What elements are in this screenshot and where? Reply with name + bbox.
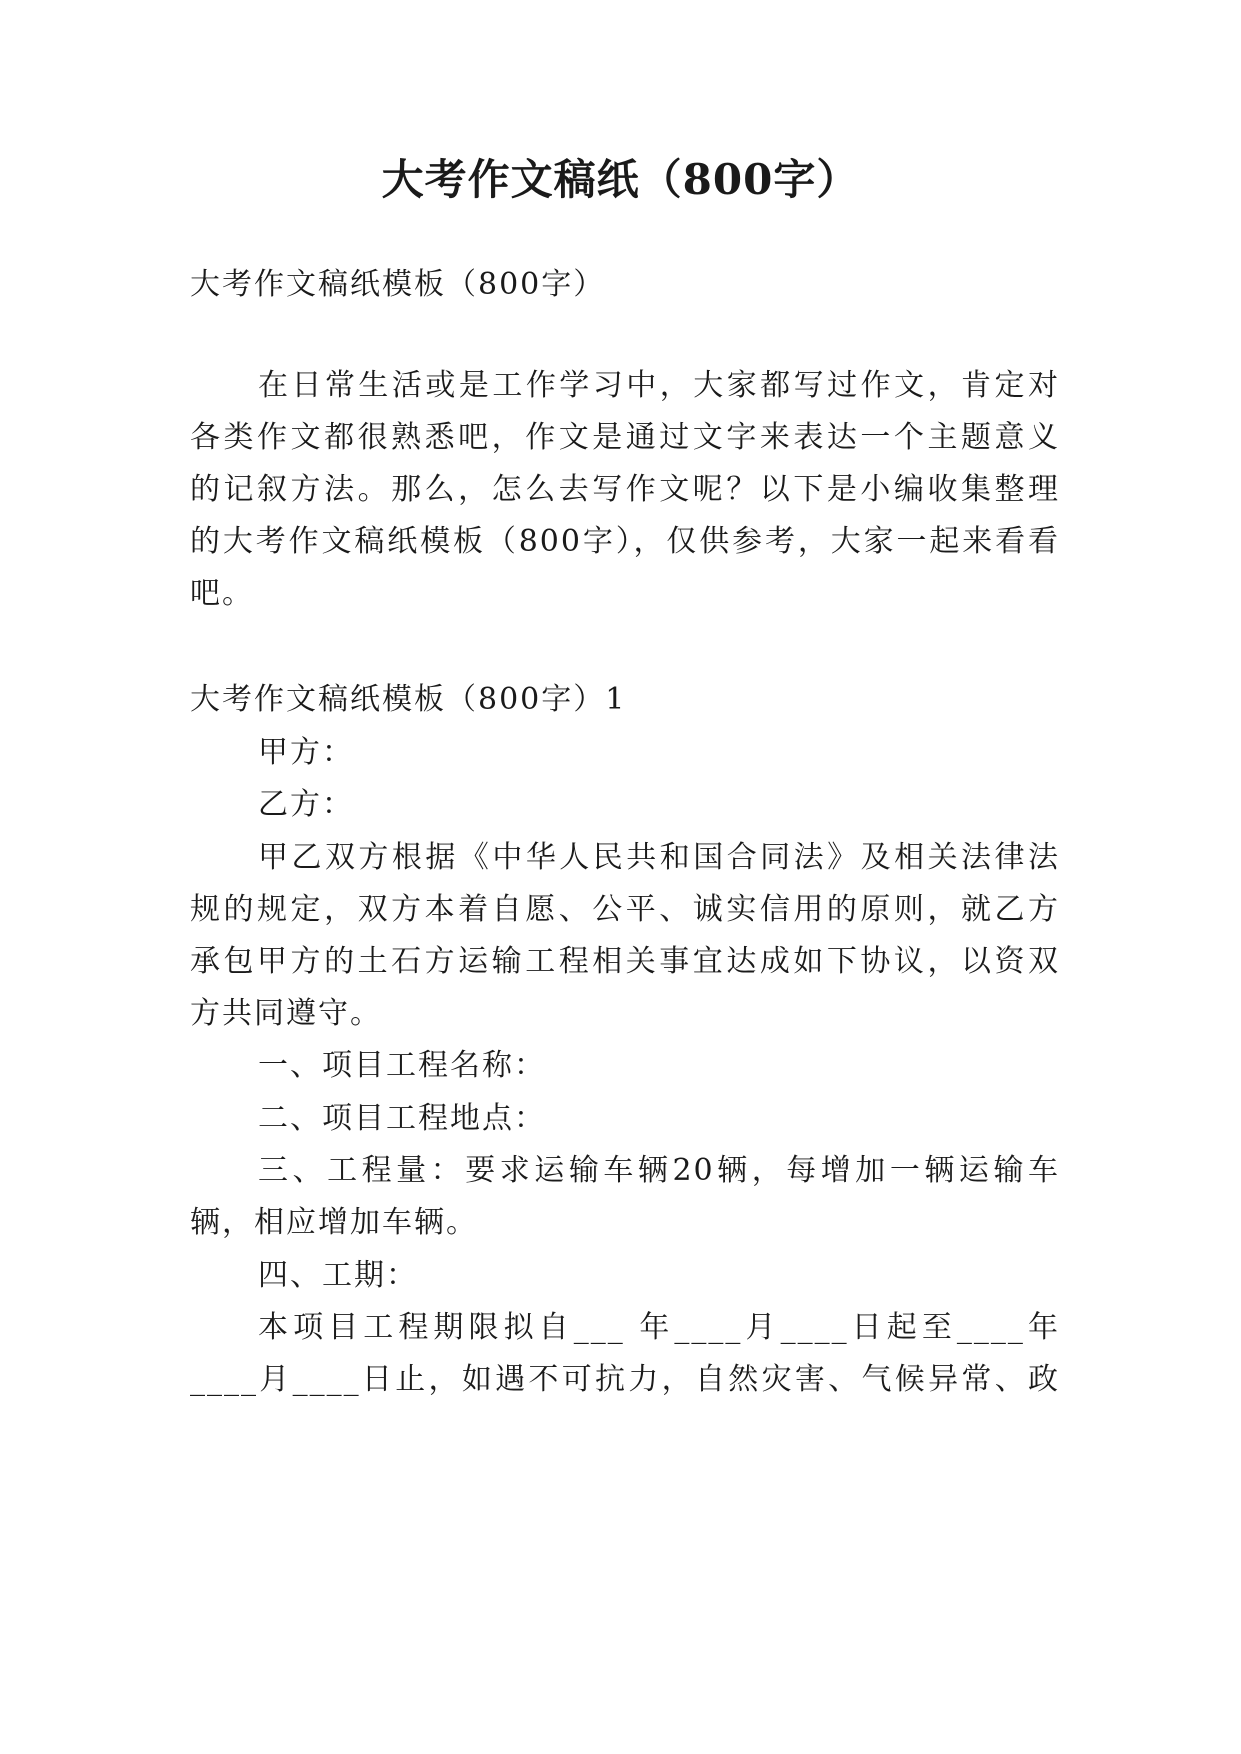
clause-project-name: 一、项目工程名称： (258, 1048, 546, 1083)
contract-line: 方共同遵守。 (190, 996, 382, 1031)
clause-quantity: 三、工程量：要求运输车辆20辆，每增加一辆运输车 (258, 1153, 1060, 1188)
paragraph-line: 吧。 (190, 576, 254, 611)
party-b-label: 乙方： (258, 787, 354, 822)
contract-line: 规的规定，双方本着自愿、公平、诚实信用的原则，就乙方 (190, 892, 1060, 927)
document-title: 大考作文稿纸（800字） (381, 155, 860, 204)
contract-line: 甲乙双方根据《中华人民共和国合同法》及相关法律法 (258, 840, 1060, 875)
party-a-label: 甲方： (258, 735, 354, 770)
paragraph-line: 在日常生活或是工作学习中，大家都写过作文，肯定对 (258, 368, 1060, 403)
paragraph-line: 的大考作文稿纸模板（800字），仅供参考，大家一起来看看 (190, 524, 1060, 559)
duration-line: 本项目工程期限拟自___ 年____月____日起至____年 (258, 1310, 1060, 1345)
subtitle-line: 大考作文稿纸模板（800字） (190, 267, 606, 302)
duration-line: ____月____日止，如遇不可抗力，自然灾害、气候异常、政 (190, 1362, 1060, 1397)
section-heading: 大考作文稿纸模板（800字）1 (190, 682, 627, 717)
clause-duration: 四、工期： (258, 1258, 418, 1293)
paragraph-line: 各类作文都很熟悉吧，作文是通过文字来表达一个主题意义 (190, 420, 1060, 455)
contract-line: 承包甲方的土石方运输工程相关事宜达成如下协议，以资双 (190, 944, 1060, 979)
paragraph-line: 的记叙方法。那么，怎么去写作文呢？以下是小编收集整理 (190, 472, 1060, 507)
clause-quantity-cont: 辆，相应增加车辆。 (190, 1205, 478, 1240)
clause-project-location: 二、项目工程地点： (258, 1101, 546, 1136)
